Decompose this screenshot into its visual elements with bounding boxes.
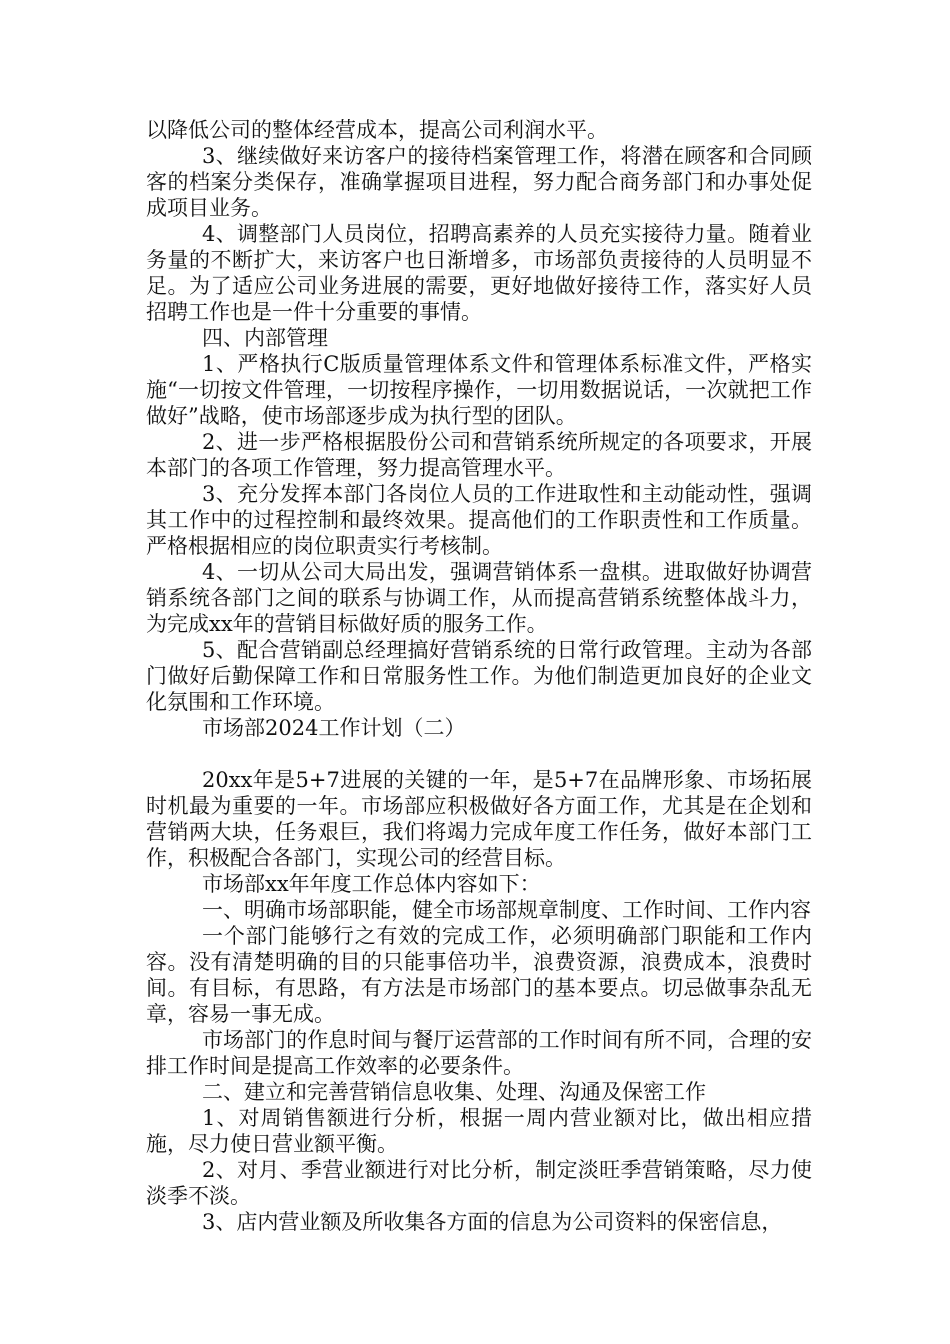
paragraph-overview: 市场部xx年年度工作总体内容如下： bbox=[202, 872, 541, 896]
paragraph-item-4-coordination: 4、一切从公司大局出发，强调营销体系一盘棋。进取做好协调营销系统各部门之间的联系与协调工作，从而提高营销系统整体战斗力，为完成xx年的营销目标做好质的服务工作。 bbox=[146, 560, 812, 636]
paragraph-item-4-staffing: 4、调整部门人员岗位，招聘高素养的人员充实接待力量。随着业务量的不断扩大，来访客户也日渐增多，市场部负责接待的人员明显不足。为了适应公司业务进展的需要，更好地做好接待工作，落实好人员招聘工作也是一件十分重要的事情。 bbox=[146, 222, 812, 324]
blank-line bbox=[146, 741, 812, 767]
paragraph-item-5-administration: 5、配合营销副总经理搞好营销系统的日常行政管理。主动为各部门做好后勤保障工作和日常服务性工作。为他们制造更加良好的企业文化氛围和工作环境。 bbox=[146, 638, 812, 714]
paragraph-work-hours: 市场部门的作息时间与餐厅运营部的工作时间有所不同，合理的安排工作时间是提高工作效率的必要条件。 bbox=[146, 1028, 812, 1078]
paragraph-continuation: 以降低公司的整体经营成本，提高公司利润水平。 bbox=[146, 118, 608, 142]
section-heading-internal-management: 四、内部管理 bbox=[202, 326, 328, 350]
document-page bbox=[146, 117, 812, 1235]
paragraph-intro: 20xx年是5+7进展的关键的一年，是5+7在品牌形象、市场拓展时机最为重要的一年。市场部应积极做好各方面工作，尤其是在企划和营销两大块，任务艰巨，我们将竭力完成年度工作任务，做好本部门工作，积极配合各部门，实现公司的经营目标。 bbox=[146, 768, 812, 870]
paragraph-item-1-quality: 1、严格执行C版质量管理体系文件和管理体系标准文件，严格实施“一切按文件管理，一切按程序操作，一切用数据说话，一次就把工作做好”战略，使市场部逐步成为执行型的团队。 bbox=[146, 352, 812, 428]
paragraph-item-2-requirements: 2、进一步严格根据股份公司和营销系统所规定的各项要求，开展本部门的各项工作管理，努力提高管理水平。 bbox=[146, 430, 812, 480]
paragraph-department-function: 一个部门能够行之有效的完成工作，必须明确部门职能和工作内容。没有清楚明确的目的只能事倍功半，浪费资源，浪费成本，浪费时间。有目标，有思路，有方法是市场部门的基本要点。切忌做事杂乱无章，容易一事无成。 bbox=[146, 924, 812, 1026]
section-heading-two: 二、建立和完善营销信息收集、处理、沟通及保密工作 bbox=[202, 1080, 706, 1104]
paragraph-item-3-initiative: 3、充分发挥本部门各岗位人员的工作进取性和主动能动性，强调其工作中的过程控制和最终效果。提高他们的工作职责性和工作质量。严格根据相应的岗位职责实行考核制。 bbox=[146, 482, 812, 558]
document-subtitle: 市场部2024工作计划（二） bbox=[202, 716, 466, 740]
paragraph-weekly-analysis: 1、对周销售额进行分析，根据一周内营业额对比，做出相应措施，尽力使日营业额平衡。 bbox=[146, 1106, 812, 1156]
paragraph-item-3-archive: 3、继续做好来访客户的接待档案管理工作，将潜在顾客和合同顾客的档案分类保存，准确掌握项目进程，努力配合商务部门和办事处促成项目业务。 bbox=[146, 144, 812, 220]
section-heading-one: 一、明确市场部职能，健全市场部规章制度、工作时间、工作内容 bbox=[202, 898, 811, 922]
paragraph-confidential-info: 3、店内营业额及所收集各方面的信息为公司资料的保密信息， bbox=[202, 1210, 783, 1234]
paragraph-monthly-analysis: 2、对月、季营业额进行对比分析，制定淡旺季营销策略，尽力使淡季不淡。 bbox=[146, 1158, 812, 1208]
